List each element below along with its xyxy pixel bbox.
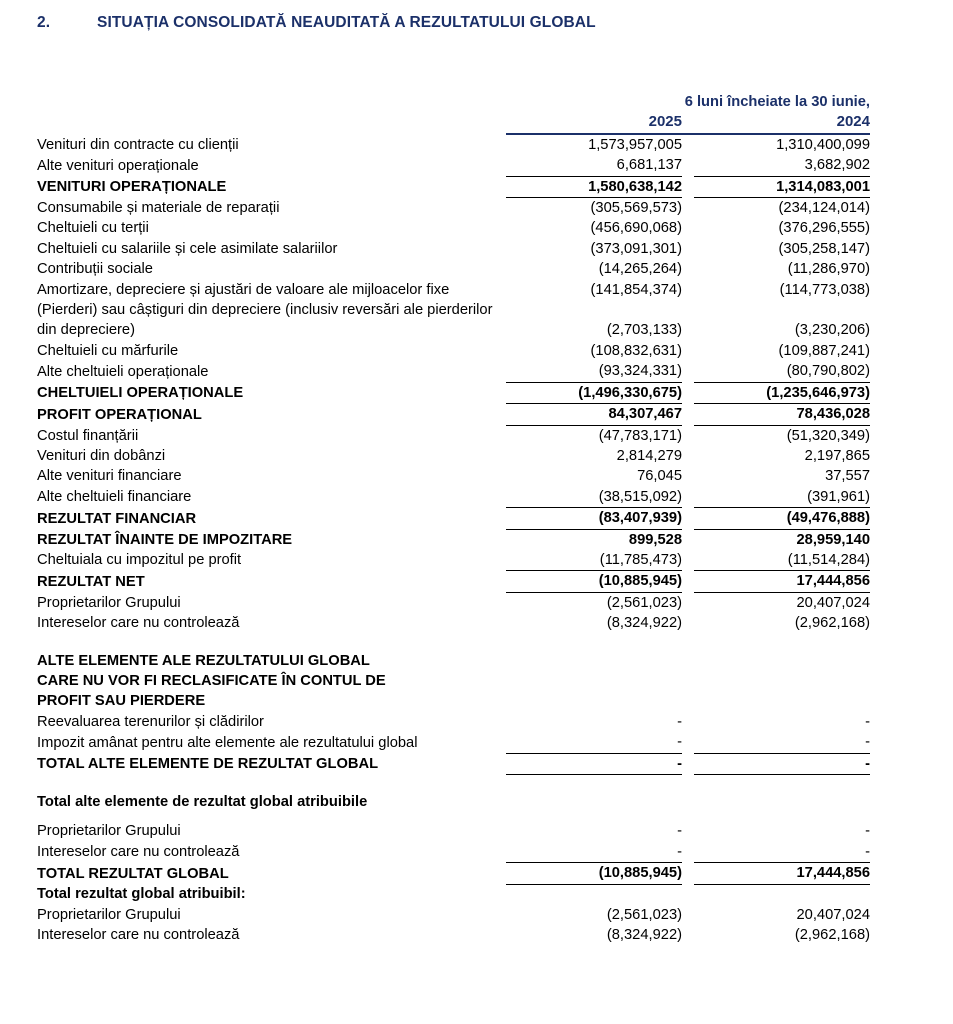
row-value-2024: (51,320,349) xyxy=(786,427,870,444)
row-label: REZULTAT NET xyxy=(37,573,145,590)
row-label: Consumabile și materiale de reparații xyxy=(37,200,280,217)
table-row xyxy=(37,592,870,613)
oci-heading-line-1: ALTE ELEMENTE ALE REZULTATULUI GLOBAL xyxy=(37,652,370,669)
row-gap xyxy=(682,239,694,259)
row-label: Cheltuieli cu mărfurile xyxy=(37,342,179,359)
row-value-2024: 1,314,083,001 xyxy=(694,176,870,197)
row-value-2025: 6,681,137 xyxy=(506,155,682,176)
row-value-2025: (108,832,631) xyxy=(590,342,682,359)
row-gap xyxy=(682,176,694,197)
row-value-2024: - xyxy=(694,842,870,863)
row-gap xyxy=(682,404,694,425)
table-row xyxy=(37,821,870,841)
row-label: Contribuții sociale xyxy=(37,261,153,278)
row-value-2025: (93,324,331) xyxy=(506,361,682,382)
row-gap xyxy=(682,259,694,279)
row-value-2025: 1,580,638,142 xyxy=(506,176,682,197)
table-row xyxy=(37,280,870,300)
row-value-2025: (456,690,068) xyxy=(590,220,682,237)
row-gap xyxy=(682,821,694,841)
row-value-2024: (234,124,014) xyxy=(778,200,870,217)
row-label: Cheltuiala cu impozitul pe profit xyxy=(37,552,242,569)
oci-heading-row xyxy=(37,691,870,711)
table-row xyxy=(37,905,870,925)
row-value-2024: 1,310,400,099 xyxy=(694,134,870,155)
section-number: 2. xyxy=(37,14,51,31)
row-value-2024: (2,962,168) xyxy=(794,926,870,943)
table-row xyxy=(37,176,870,197)
row-label: TOTAL ALTE ELEMENTE DE REZULTAT GLOBAL xyxy=(37,756,379,773)
row-gap xyxy=(682,382,694,403)
section-title: SITUAȚIA CONSOLIDATĂ NEAUDITATĂ A REZULTATULUI GLOBAL xyxy=(97,14,596,31)
table-row xyxy=(37,361,870,382)
row-gap xyxy=(682,446,694,466)
row-value-2025: (373,091,301) xyxy=(590,240,682,257)
row-value-2025: (141,854,374) xyxy=(590,281,682,298)
row-gap xyxy=(682,466,694,486)
table-row xyxy=(37,218,870,238)
row-label: Costul finanțării xyxy=(37,427,139,444)
total-attributable-heading-row xyxy=(37,884,870,904)
row-value-2024: (305,258,147) xyxy=(778,240,870,257)
row-gap xyxy=(682,712,694,732)
attributable-heading: Total alte elemente de rezultat global atribuibile xyxy=(37,794,368,810)
row-value-2025: (10,885,945) xyxy=(506,571,682,592)
row-value-2025: (8,324,922) xyxy=(606,926,682,943)
row-value-2025: - xyxy=(506,842,682,863)
row-value-2025: (305,569,573) xyxy=(590,200,682,217)
table-row xyxy=(37,753,870,774)
table-row xyxy=(37,925,870,945)
total-attributable-heading: Total rezultat global atribuibil: xyxy=(37,886,246,903)
row-value-2024: (2,962,168) xyxy=(794,615,870,632)
row-gap xyxy=(682,361,694,382)
oci-heading-line-2: CARE NU VOR FI RECLASIFICATE ÎN CONTUL DE xyxy=(37,672,386,689)
column-header-2025: 2025 xyxy=(648,113,682,131)
table-row xyxy=(37,732,870,753)
row-value-2024: 28,959,140 xyxy=(796,531,870,548)
row-gap xyxy=(682,425,694,446)
row-value-2024: (49,476,888) xyxy=(694,508,870,529)
row-value-2024: - xyxy=(865,713,870,730)
table-row xyxy=(37,155,870,176)
page-title xyxy=(37,14,596,32)
row-label: Alte venituri operaționale xyxy=(37,157,199,174)
row-gap xyxy=(682,884,694,904)
row-label: Cheltuieli cu salariile și cele asimilate salariilor xyxy=(37,240,338,257)
row-label: (Pierderi) sau câștiguri din depreciere (inclusiv reversări ale pierderilor din depreciere) xyxy=(37,302,493,339)
row-value-2024: (376,296,555) xyxy=(778,220,870,237)
row-gap xyxy=(682,529,694,550)
row-gap xyxy=(682,508,694,529)
row-gap xyxy=(694,792,870,812)
row-gap xyxy=(682,753,694,774)
row-label: PROFIT OPERAȚIONAL xyxy=(37,406,202,423)
table-row xyxy=(37,341,870,361)
table-row xyxy=(37,571,870,592)
row-value-2024: 17,444,856 xyxy=(694,571,870,592)
row-gap xyxy=(506,691,682,711)
row-label: Alte cheltuieli operaționale xyxy=(37,363,209,380)
row-gap xyxy=(506,884,682,904)
row-value-2025: (38,515,092) xyxy=(506,487,682,508)
row-label: Intereselor care nu controlează xyxy=(37,615,240,632)
row-gap xyxy=(694,651,870,671)
row-gap xyxy=(682,613,694,633)
row-gap xyxy=(506,671,682,691)
row-label: REZULTAT FINANCIAR xyxy=(37,510,197,527)
attributable-heading-row xyxy=(37,792,870,812)
row-value-2024: (114,773,038) xyxy=(779,281,870,298)
row-gap xyxy=(682,842,694,863)
row-value-2024: (391,961) xyxy=(694,487,870,508)
oci-heading-row xyxy=(37,671,870,691)
row-gap xyxy=(682,155,694,176)
row-gap xyxy=(682,341,694,361)
row-value-2025: 76,045 xyxy=(637,468,682,485)
row-label: Proprietarilor Grupului xyxy=(37,594,181,611)
row-gap xyxy=(694,691,870,711)
table-row xyxy=(37,300,870,341)
row-value-2024: (109,887,241) xyxy=(778,342,870,359)
period-header-row xyxy=(37,92,870,112)
row-value-2025: (14,265,264) xyxy=(598,261,682,278)
row-value-2024: 3,682,902 xyxy=(694,155,870,176)
row-value-2025: - xyxy=(677,734,682,751)
row-gap xyxy=(682,198,694,219)
table-row xyxy=(37,259,870,279)
table-row xyxy=(37,239,870,259)
table-row xyxy=(37,842,870,863)
table-row xyxy=(37,134,870,155)
row-label: Intereselor care nu controlează xyxy=(37,844,240,861)
row-value-2025: 2,814,279 xyxy=(616,447,682,464)
row-gap xyxy=(682,592,694,613)
row-label: Proprietarilor Grupului xyxy=(37,906,181,923)
row-value-2025: (11,785,473) xyxy=(506,550,682,571)
row-label: Impozit amânat pentru alte elemente ale rezultatului global xyxy=(37,734,418,751)
table-row xyxy=(37,550,870,571)
row-gap xyxy=(682,691,694,711)
section-spacer xyxy=(37,634,870,651)
row-gap xyxy=(682,280,694,300)
row-label: Proprietarilor Grupului xyxy=(37,823,181,840)
income-statement-table xyxy=(37,92,870,945)
row-gap xyxy=(682,550,694,571)
row-value-2024: 20,407,024 xyxy=(796,906,870,923)
period-header-label: 6 luni încheiate la 30 iunie, xyxy=(684,94,870,110)
row-value-2024: - xyxy=(865,823,870,840)
row-gap xyxy=(682,487,694,508)
row-gap xyxy=(682,732,694,753)
row-value-2024: (11,286,970) xyxy=(787,261,870,278)
column-header-2024: 2024 xyxy=(836,113,870,131)
row-value-2025: - xyxy=(506,753,682,774)
row-gap xyxy=(682,792,694,812)
row-label: Reevaluarea terenurilor și clădirilor xyxy=(37,713,264,730)
row-value-2025: - xyxy=(677,713,682,730)
row-value-2024: 37,557 xyxy=(825,468,870,485)
row-label: TOTAL REZULTAT GLOBAL xyxy=(37,865,229,882)
row-gap xyxy=(506,792,682,812)
row-value-2025: (2,561,023) xyxy=(606,906,682,923)
row-value-2024: - xyxy=(865,734,870,751)
table-row xyxy=(37,508,870,529)
row-label: REZULTAT ÎNAINTE DE IMPOZITARE xyxy=(37,531,293,548)
row-value-2025: (2,561,023) xyxy=(606,594,682,611)
row-value-2025: 1,573,957,005 xyxy=(506,134,682,155)
row-label: VENITURI OPERAȚIONALE xyxy=(37,179,227,196)
row-label: Intereselor care nu controlează xyxy=(37,926,240,943)
table-row xyxy=(37,404,870,425)
row-label: Cheltuieli cu terții xyxy=(37,220,149,237)
row-value-2025: 84,307,467 xyxy=(506,404,682,425)
header-gap xyxy=(682,112,694,133)
table-row xyxy=(37,466,870,486)
row-value-2025: 899,528 xyxy=(628,531,682,548)
table-row xyxy=(37,382,870,403)
row-gap xyxy=(682,863,694,884)
row-gap xyxy=(694,671,870,691)
row-value-2024: - xyxy=(694,753,870,774)
row-gap xyxy=(682,218,694,238)
row-value-2024: 78,436,028 xyxy=(694,404,870,425)
row-gap xyxy=(682,671,694,691)
row-label: Amortizare, depreciere și ajustări de valoare ale mijloacelor fixe xyxy=(37,281,450,298)
row-label: CHELTUIELI OPERAȚIONALE xyxy=(37,385,244,402)
row-gap xyxy=(682,300,694,341)
row-gap xyxy=(694,884,870,904)
row-value-2025: (1,496,330,675) xyxy=(506,382,682,403)
row-label: Alte cheltuieli financiare xyxy=(37,489,192,506)
table-row xyxy=(37,425,870,446)
table-row xyxy=(37,446,870,466)
row-gap xyxy=(682,925,694,945)
row-label: Venituri din dobânzi xyxy=(37,447,166,464)
row-value-2025: (2,703,133) xyxy=(606,322,682,339)
section-spacer xyxy=(37,775,870,793)
table-row xyxy=(37,863,870,884)
row-label: Venituri din contracte cu clienții xyxy=(37,136,239,153)
row-value-2024: 2,197,865 xyxy=(804,447,870,464)
row-value-2024: 17,444,856 xyxy=(694,863,870,884)
oci-heading-line-3: PROFIT SAU PIERDERE xyxy=(37,693,206,710)
year-header-row xyxy=(37,112,870,133)
table-row xyxy=(37,487,870,508)
row-gap xyxy=(682,134,694,155)
row-gap xyxy=(682,571,694,592)
table-row xyxy=(37,712,870,732)
row-value-2024: (80,790,802) xyxy=(694,361,870,382)
row-value-2024: (1,235,646,973) xyxy=(694,382,870,403)
row-value-2025: - xyxy=(677,823,682,840)
period-header-spacer xyxy=(37,92,506,112)
table-row xyxy=(37,529,870,550)
table-row xyxy=(37,613,870,633)
row-value-2024: (11,514,284) xyxy=(694,550,870,571)
table-row xyxy=(37,198,870,219)
row-value-2024: (3,230,206) xyxy=(794,322,870,339)
row-gap xyxy=(682,905,694,925)
row-value-2025: (8,324,922) xyxy=(606,615,682,632)
year-header-spacer xyxy=(37,112,506,133)
row-value-2025: (10,885,945) xyxy=(506,863,682,884)
row-value-2024: 20,407,024 xyxy=(796,594,870,611)
row-value-2025: (47,783,171) xyxy=(598,427,682,444)
row-gap xyxy=(682,651,694,671)
row-value-2025: (83,407,939) xyxy=(506,508,682,529)
section-spacer xyxy=(37,812,870,821)
row-gap xyxy=(506,651,682,671)
oci-heading-row xyxy=(37,651,870,671)
row-label: Alte venituri financiare xyxy=(37,468,182,485)
